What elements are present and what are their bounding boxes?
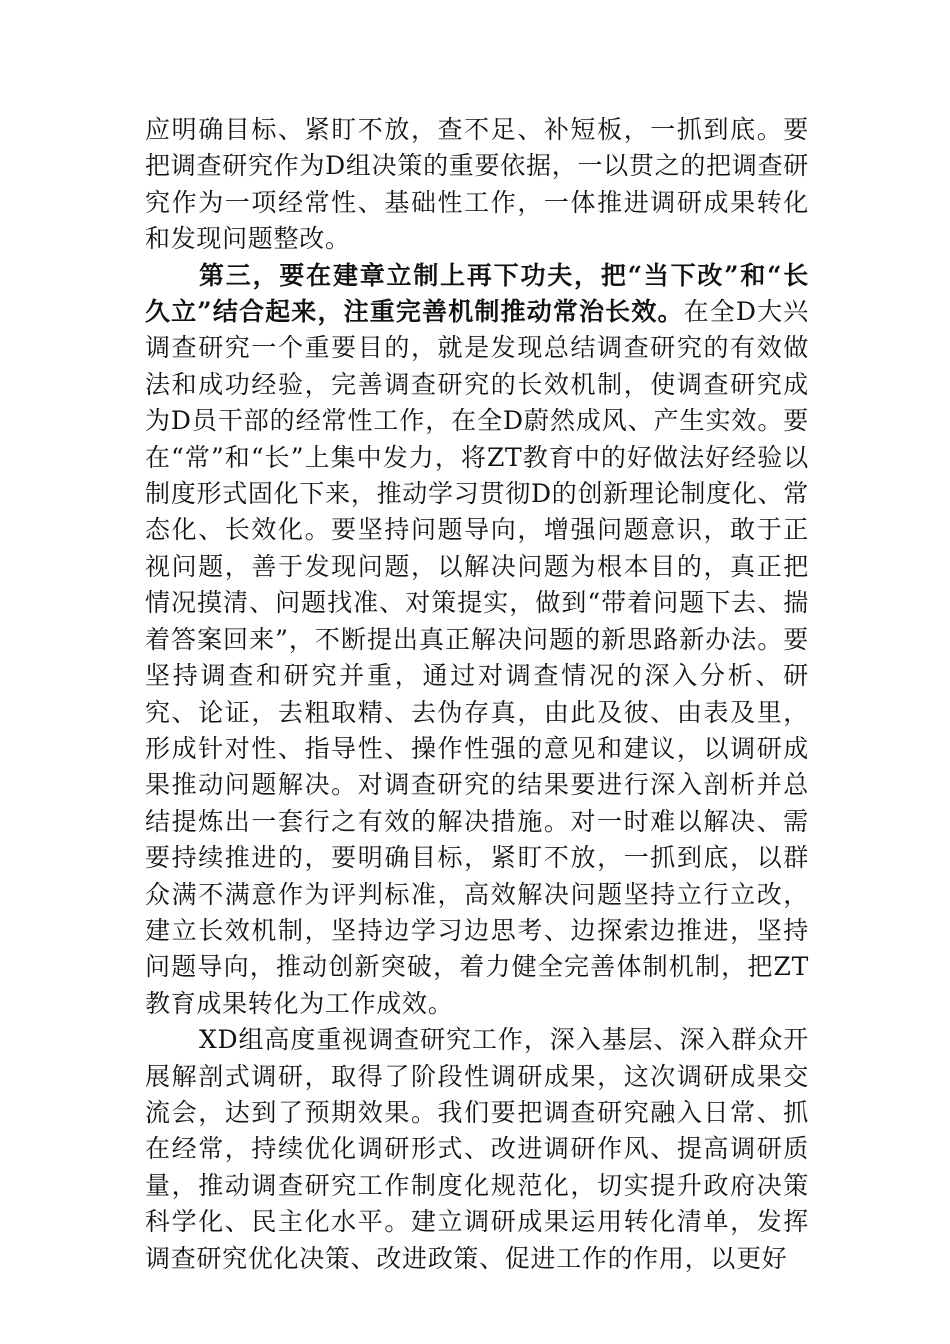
paragraph-1-text: 应明确目标、紧盯不放，查不足、补短板，一抓到底。要把调查研究作为D组决策的重要依据，一以贯之的把调查研究作为一项经常性、基础性工作，一体推进调研成果转化和发现问题整改。 <box>145 115 809 254</box>
paragraph-3 <box>145 1022 809 1277</box>
paragraph-2-bold-lead: 第三，要在建章立制上再下功夫，把“当下改”和“长久立”结合起来，注重完善机制推动常治长效。 <box>145 260 809 327</box>
document-body <box>145 112 809 1277</box>
paragraph-2 <box>145 258 809 1023</box>
paragraph-1 <box>145 112 809 258</box>
paragraph-2-text: 在全D大兴调查研究一个重要目的，就是发现总结调查研究的有效做法和成功经验，完善调查研究的长效机制，使调查研究成为D员干部的经常性工作，在全D蔚然成风、产生实效。要在“常”和“长”上集中发力，将ZT教育中的好做法好经验以制度形式固化下来，推动学习贯彻D的创新理论制度化、常态化、长效化。要坚持问题导向，增强问题意识，敢于正视问题，善于发现问题，以解决问题为根本目的，真正把情况摸清、问题找准、对策提实，做到“带着问题下去、揣着答案回来”，不断提出真正解决问题的新思路新办法。要坚持调查和研究并重，通过对调查情况的深入分析、研究、论证，去粗取精、去伪存真，由此及彼、由表及里，形成针对性、指导性、操作性强的意见和建议，以调研成果推动问题解决。对调查研究的结果要进行深入剖析并总结提炼出一套行之有效的解决措施。对一时难以解决、需要持续推进的，要明确目标，紧盯不放，一抓到底，以群众满不满意作为评判标准，高效解决问题坚持立行立改，建立长效机制，坚持边学习边思考、边探索边推进，坚持问题导向，推动创新突破，着力健全完善体制机制，把ZT教育成果转化为工作成效。 <box>145 297 809 1018</box>
paragraph-3-text: XD组高度重视调查研究工作，深入基层、深入群众开展解剖式调研，取得了阶段性调研成果，这次调研成果交流会，达到了预期效果。我们要把调查研究融入日常、抓在经常，持续优化调研形式、改进调研作风、提高调研质量，推动调查研究工作制度化规范化，切实提升政府决策科学化、民主化水平。建立调研成果运用转化清单，发挥调查研究优化决策、改进政策、促进工作的作用，以更好 <box>145 1025 809 1273</box>
